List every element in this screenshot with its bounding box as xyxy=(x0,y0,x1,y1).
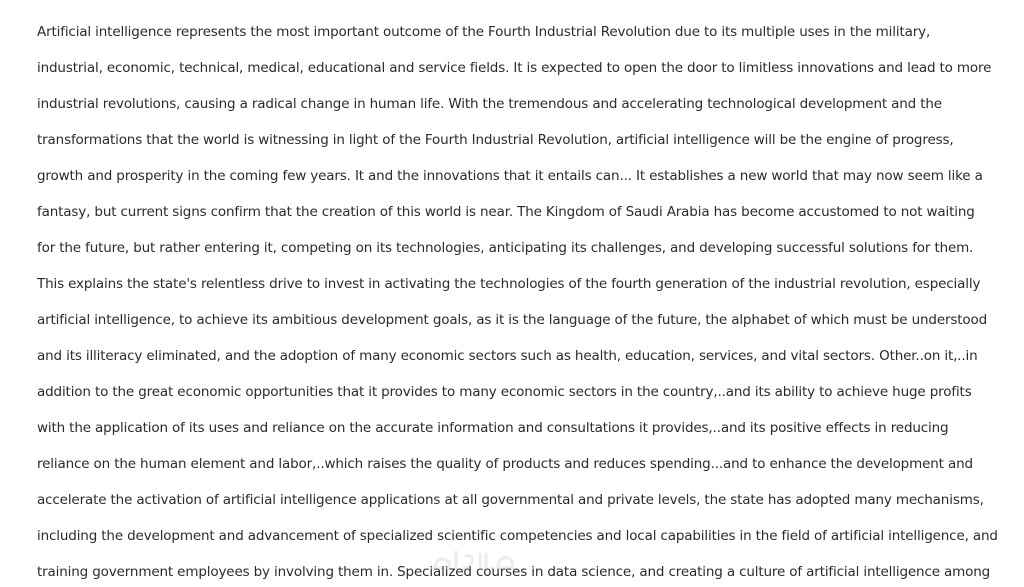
text-line: training government employees by involving them in. Specialized courses in data science, and creating a culture of artificial intelligence among xyxy=(37,564,991,580)
text-line: accelerate the activation of artificial intelligence applications at all governmental and private levels, the state has adopted many mechanisms, xyxy=(37,492,984,508)
body-paragraph xyxy=(37,20,1012,587)
text-line: for the future, but rather entering it, competing on its technologies, anticipating its challenges, and developing successful solutions for them. xyxy=(37,240,974,256)
text-line: including the development and advancement of specialized scientific competencies and local capabilities in the field of artificial intelligence, and xyxy=(37,528,998,544)
text-line: addition to the great economic opportunities that it provides to many economic sectors in the country,..and its ability to achieve huge profits xyxy=(37,384,972,400)
text-line: and its illiteracy eliminated, and the adoption of many economic sectors such as health, education, services, and vital sectors. Other..on it,..in xyxy=(37,348,978,364)
text-line: Artificial intelligence represents the most important outcome of the Fourth Industrial Revolution due to its multiple uses in the military, xyxy=(37,24,931,40)
text-line: This explains the state's relentless drive to invest in activating the technologies of the fourth generation of the industrial revolution, especially xyxy=(37,276,981,292)
text-line: artificial intelligence, to achieve its ambitious development goals, as it is the language of the future, the alphabet of which must be understood xyxy=(37,312,988,328)
text-line: growth and prosperity in the coming few years. It and the innovations that it entails can... It establishes a new world that may now seem like a xyxy=(37,168,983,184)
text-line: transformations that the world is witnessing in light of the Fourth Industrial Revolution, artificial intelligence will be the engine of progress, xyxy=(37,132,954,148)
text-line: reliance on the human element and labor,..which raises the quality of products and reduces spending...and to enhance the development and xyxy=(37,456,973,472)
text-line: with the application of its uses and reliance on the accurate information and consultations it provides,..and its positive effects in reducing xyxy=(37,420,949,436)
text-line: industrial, economic, technical, medical, educational and service fields. It is expected to open the door to limitless innovations and lead to more xyxy=(37,60,992,76)
text-line: industrial revolutions, causing a radical change in human life. With the tremendous and accelerating technological development and the xyxy=(37,96,942,112)
text-line: fantasy, but current signs confirm that the creation of this world is near. The Kingdom of Saudi Arabia has become accustomed to not waiting xyxy=(37,204,975,220)
